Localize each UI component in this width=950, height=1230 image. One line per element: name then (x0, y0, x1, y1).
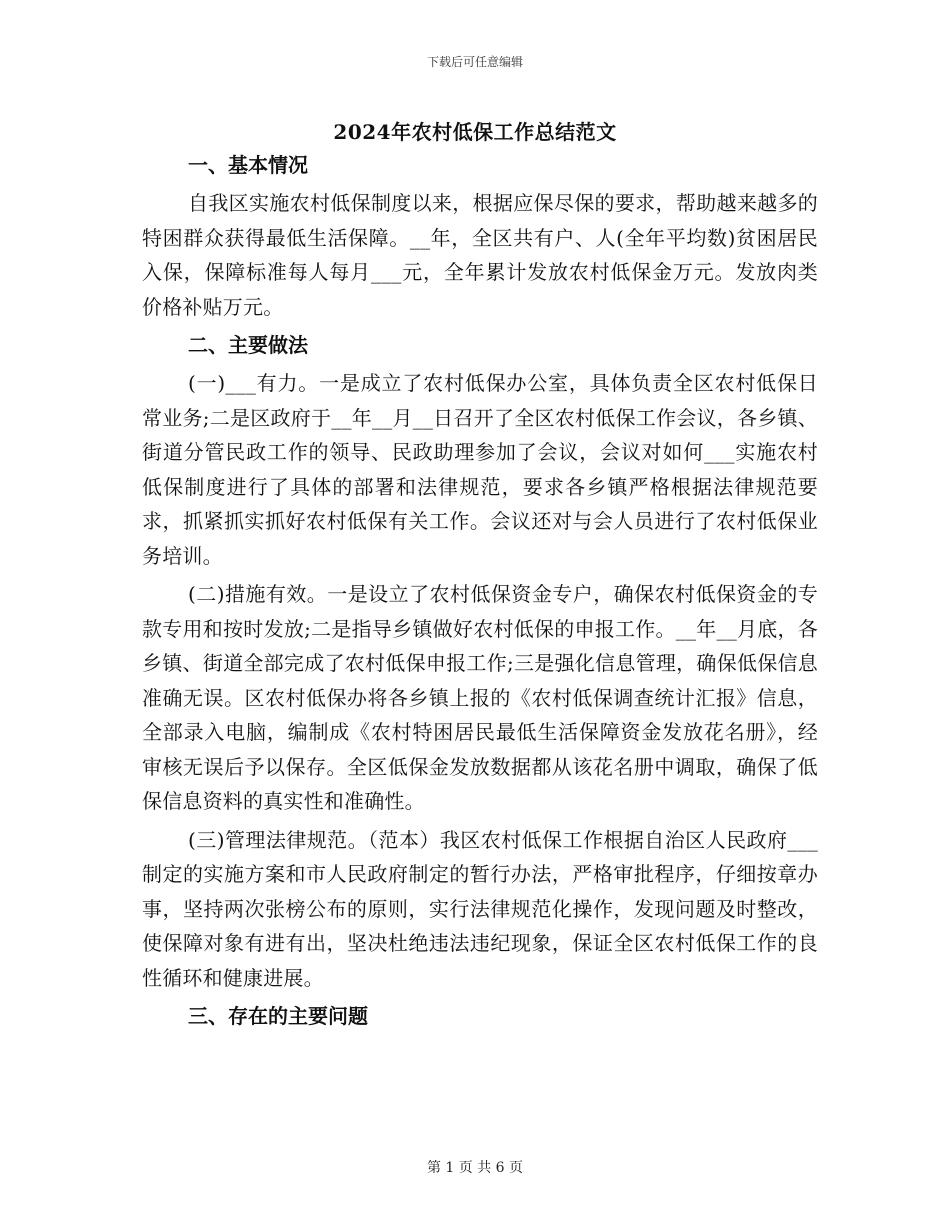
document-body (142, 148, 818, 1037)
section-heading: 一、基本情况 (188, 153, 308, 177)
paragraph: (二)措施有效。一是设立了农村低保资金专户，确保农村低保资金的专款专用和按时发放;二是指导乡镇做好农村低保的申报工作。__年__月底，各乡镇、街道全部完成了农村低保申报工作;三是强化信息管理，确保低保信息准确无误。区农村低保办将各乡镇上报的《农村低保调查统计汇报》信息，全部录入电脑，编制成《农村特困居民最低生活保障资金发放花名册》，经审核无误后予以保存。全区低保金发放数据都从该花名册中调取，确保了低保信息资料的真实性和准确性。 (142, 582, 818, 813)
section-heading: 二、主要做法 (188, 333, 308, 357)
page-header-note: 下载后可任意编辑 (426, 55, 523, 69)
section-main-practices (142, 328, 818, 995)
section-heading: 三、存在的主要问题 (188, 1004, 368, 1028)
paragraph: (三)管理法律规范。（范本）我区农村低保工作根据自治区人民政府___制定的实施方案和市人民政府制定的暂行办法，严格审批程序，仔细按章办事，坚持两次张榜公布的原则，实行法律规范化操作，发现问题及时整改，使保障对象有进有出，坚决杜绝违法违纪现象，保证全区农村低保工作的良性循环和健康进展。 (142, 827, 818, 990)
paragraph: (一)___有力。一是成立了农村低保办公室，具体负责全区农村低保日常业务;二是区政府于__年__月__日召开了全区农村低保工作会议，各乡镇、街道分管民政工作的领导、民政助理参加了会议，会议对如何___实施农村低保制度进行了具体的部署和法律规范，要求各乡镇严格根据法律规范要求，抓紧抓实抓好农村低保有关工作。会议还对与会人员进行了农村低保业务培训。 (142, 371, 818, 568)
document-title: 2024年农村低保工作总结范文 (333, 120, 617, 144)
page-footer-indicator: 第 1 页 共 6 页 (426, 1160, 524, 1176)
section-main-problems (142, 999, 818, 1033)
paragraph: 自我区实施农村低保制度以来，根据应保尽保的要求，帮助越来越多的特困群众获得最低生活保障。__年，全区共有户、人(全年平均数)贫困居民入保，保障标准每人每月___元，全年累计发放农村低保金万元。发放肉类价格补贴万元。 (142, 191, 818, 319)
section-basic-situation (142, 148, 818, 324)
